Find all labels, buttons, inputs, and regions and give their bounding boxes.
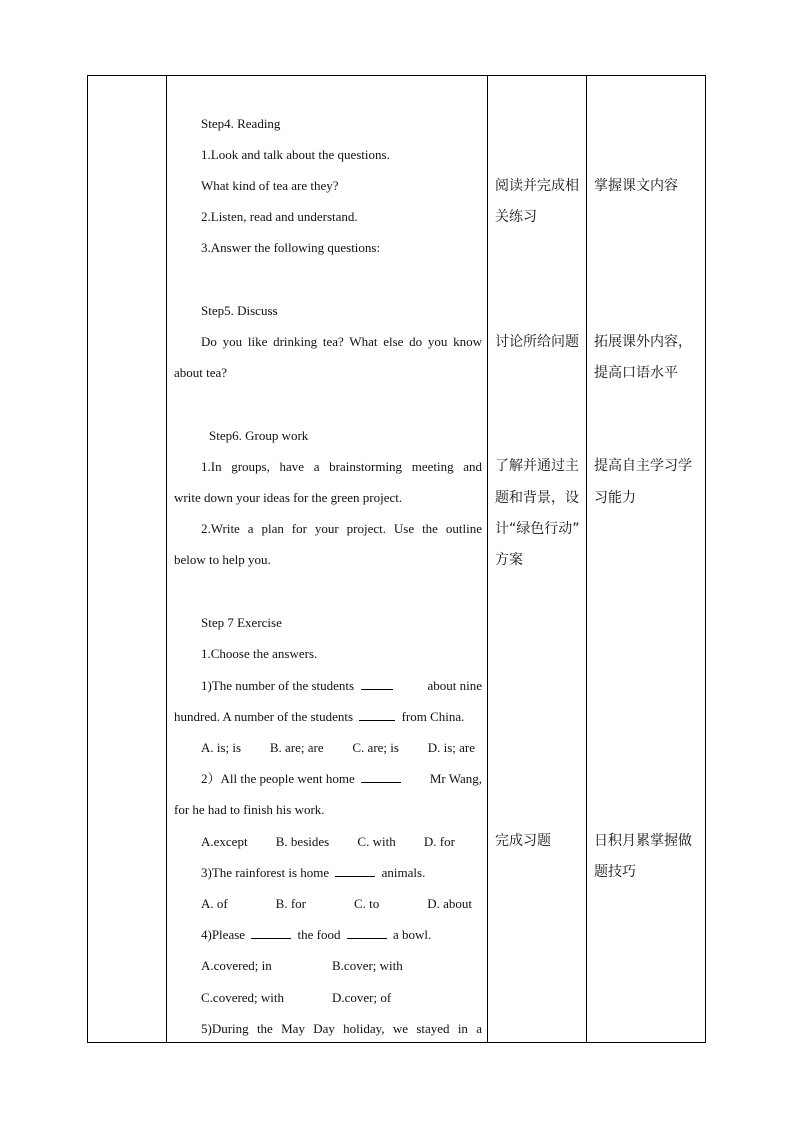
question-3-options: A. of B. for C. to D. about	[201, 896, 472, 911]
step4-heading: Step4. Reading	[201, 116, 281, 131]
question-3: 3)The rainforest is home animals.	[201, 865, 426, 880]
intent-text: 日积月累掌握做	[594, 833, 692, 849]
answer-blank	[361, 678, 393, 690]
step5-heading: Step5. Discuss	[201, 303, 278, 318]
answer-blank	[359, 709, 395, 721]
column-divider	[166, 75, 167, 1043]
question-2-cont: for he had to finish his work.	[174, 802, 325, 817]
activity-text: 了解并通过主	[495, 458, 579, 474]
step6-heading: Step6. Group work	[209, 428, 309, 443]
step6-line: below to help you.	[174, 552, 271, 567]
step7-line: 1.Choose the answers.	[201, 646, 318, 661]
step6-line: 2.Write a plan for your project. Use the outline	[201, 521, 482, 536]
step4-line: What kind of tea are they?	[201, 178, 339, 193]
step6-line: 1.In groups, have a brainstorming meeting and	[201, 459, 482, 474]
activity-text: 关练习	[495, 209, 537, 225]
answer-blank	[361, 771, 401, 783]
answer-blank	[335, 865, 375, 877]
step4-line: 1.Look and talk about the questions.	[201, 147, 390, 162]
question-4-options: C.covered; with D.cover; of	[201, 990, 392, 1005]
step5-line: about tea?	[174, 365, 228, 380]
question-4-options: A.covered; in B.cover; with	[201, 958, 403, 973]
activity-text: 讨论所给问题	[495, 334, 579, 350]
activity-text: 计“绿色行动”	[495, 521, 580, 537]
step4-line: 3.Answer the following questions:	[201, 240, 381, 255]
step6-line: write down your ideas for the green project.	[174, 490, 403, 505]
activity-text: 方案	[495, 552, 523, 568]
question-5: 5)During the May Day holiday, we stayed in a	[201, 1021, 482, 1036]
activity-text: 阅读并完成相	[495, 178, 579, 194]
question-2-options: A.except B. besides C. with D. for	[201, 834, 455, 849]
question-2: 2）All the people went home Mr Wang,	[201, 771, 482, 786]
intent-text: 习能力	[594, 490, 636, 506]
step7-heading: Step 7 Exercise	[201, 615, 282, 630]
step4-line: 2.Listen, read and understand.	[201, 209, 358, 224]
intent-text: 掌握课文内容	[594, 178, 678, 194]
question-1-cont: hundred. A number of the students from China.	[174, 709, 465, 724]
intent-text: 提高口语水平	[594, 365, 678, 381]
activity-text: 题和背景，设	[495, 490, 579, 506]
step5-line: Do you like drinking tea? What else do you know	[201, 334, 482, 349]
question-1-options: A. is; is B. are; are C. are; is D. is; are	[201, 740, 475, 755]
answer-blank	[347, 927, 387, 939]
activity-text: 完成习题	[495, 833, 551, 849]
intent-text: 题技巧	[594, 864, 636, 880]
intent-text: 拓展课外内容，	[594, 334, 692, 350]
column-divider	[487, 75, 488, 1043]
answer-blank	[251, 927, 291, 939]
column-divider	[586, 75, 587, 1043]
intent-text: 提高自主学习学	[594, 458, 692, 474]
question-1: 1)The number of the students about nine	[201, 678, 482, 693]
question-4: 4)Please the food a bowl.	[201, 927, 432, 942]
